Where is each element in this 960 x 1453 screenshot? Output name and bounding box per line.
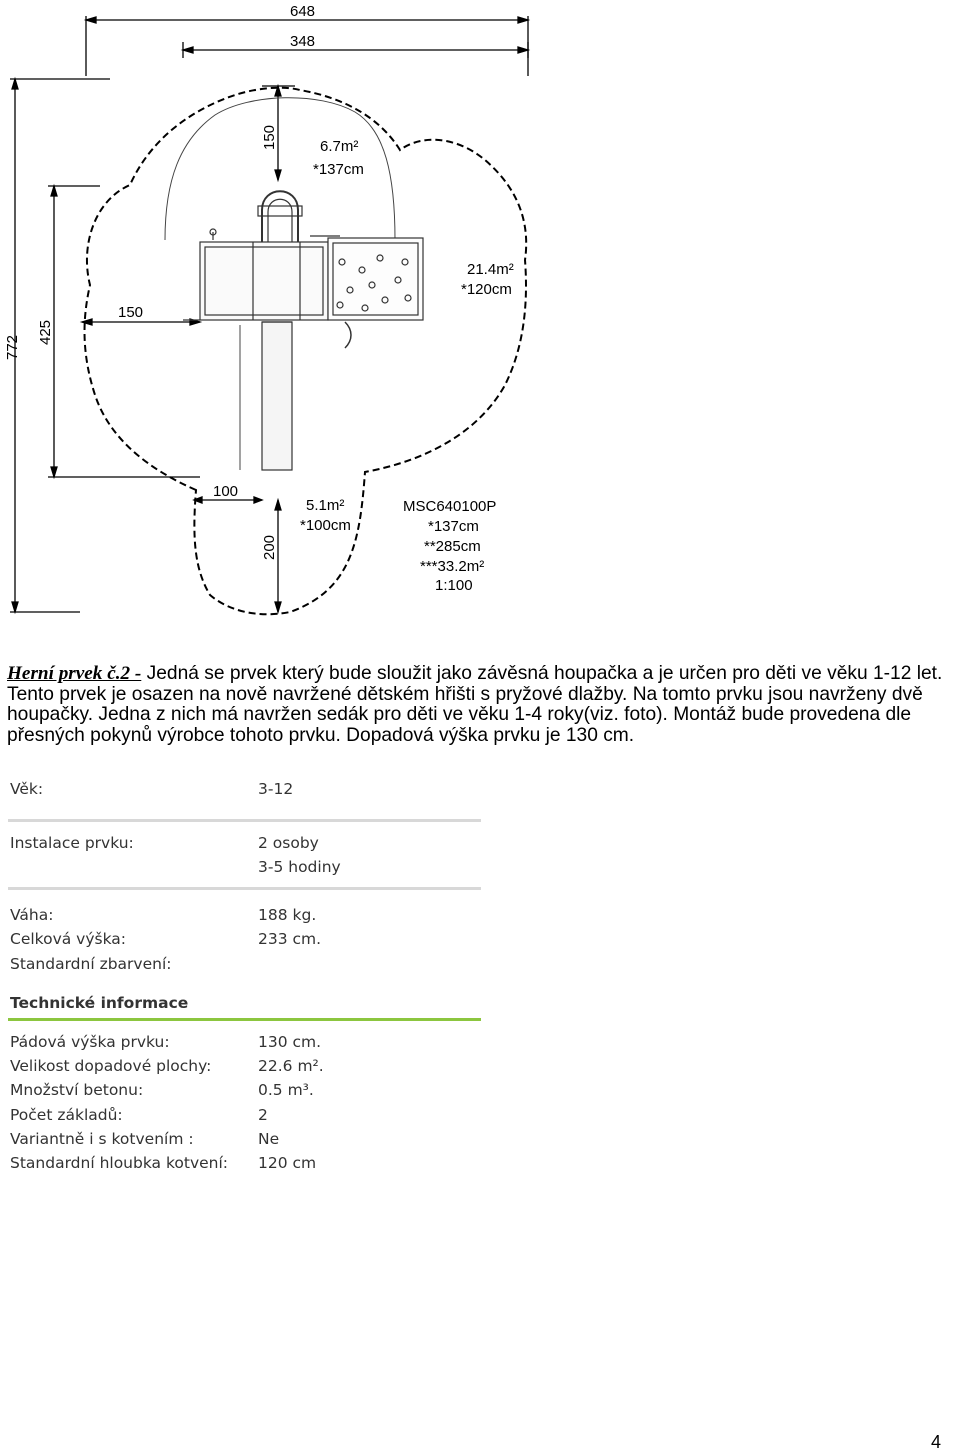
spec-label: Standardní zbarvení: <box>10 955 172 973</box>
spec-value: 188 kg. <box>258 906 317 924</box>
spec-label: Váha: <box>10 906 54 924</box>
dim-200-label: 200 <box>261 534 278 560</box>
dim-772-label: 772 <box>4 334 21 360</box>
spec-label: Variantně i s kotvením : <box>10 1130 194 1148</box>
dim-150-top-label: 150 <box>261 124 278 150</box>
dim-150-side-label: 150 <box>118 304 144 321</box>
area-right-line1: 21.4m² <box>467 261 514 278</box>
product-code: MSC640100P <box>403 498 497 515</box>
spec-value: 3-5 hodiny <box>258 858 341 876</box>
area-bottom-line1: 5.1m² <box>306 497 345 514</box>
area-bottom-line2: *100cm <box>300 517 351 534</box>
item-heading: Herní prvek č.2 - <box>7 663 142 684</box>
spec-value: 130 cm. <box>258 1033 322 1051</box>
spec-label: Celková výška: <box>10 930 127 948</box>
structure <box>183 191 423 470</box>
safety-zone-outline <box>85 88 527 615</box>
spec-value: Ne <box>258 1130 280 1148</box>
page-number: 4 <box>931 1432 942 1452</box>
spec-value: 120 cm <box>258 1154 317 1172</box>
spec-label: Instalace prvku: <box>10 834 134 852</box>
dim-100-label: 100 <box>213 483 239 500</box>
area-top-line1: 6.7m² <box>320 138 359 155</box>
product-fall-height: **285cm <box>424 538 481 555</box>
dim-348-label: 348 <box>290 33 316 50</box>
dim-648-label: 648 <box>290 3 316 20</box>
spec-label: Počet základů: <box>10 1106 123 1124</box>
dim-425 <box>48 186 200 477</box>
spec-label: Pádová výška prvku: <box>10 1033 170 1051</box>
separator <box>8 887 481 890</box>
separator-green <box>8 1018 481 1021</box>
description-paragraph <box>7 664 957 746</box>
playground-site-plan <box>0 0 960 640</box>
spec-value: 233 cm. <box>258 930 322 948</box>
dim-425-label: 425 <box>37 319 54 345</box>
dim-348 <box>183 42 528 58</box>
dim-772 <box>10 79 110 612</box>
spec-label: Velikost dopadové plochy: <box>10 1057 212 1075</box>
spec-value: 2 osoby <box>258 834 319 852</box>
spec-value: 22.6 m². <box>258 1057 324 1075</box>
product-scale: 1:100 <box>435 577 473 594</box>
description-text: Jedná se prvek který bude sloužit jako závěsná houpačka a je určen pro děti ve věku 1-12 let. Tento prvek je osazen na nově navržené dětském hřišti s pryžové dlažby. Na tomto prvku jsou navrženy dvě houpačky. Jedna z nich má navržen sedák pro děti ve věku 1-4 roky(viz. foto). Montáž bude provedena dle přesných pokynů výrobce tohoto prvku. Dopadová výška prvku je 130 cm. <box>7 663 943 746</box>
spec-value: 2 <box>258 1106 268 1124</box>
area-right-line2: *120cm <box>461 281 512 298</box>
tech-info-heading: Technické informace <box>10 994 189 1012</box>
area-top-line2: *137cm <box>313 161 364 178</box>
product-area: ***33.2m² <box>420 558 485 575</box>
spec-label: Standardní hloubka kotvení: <box>10 1154 229 1172</box>
product-height: *137cm <box>428 518 479 535</box>
spec-label: Množství betonu: <box>10 1081 144 1099</box>
spec-label: Věk: <box>10 780 44 798</box>
spec-value: 3-12 <box>258 780 294 798</box>
separator <box>8 819 481 822</box>
spec-value: 0.5 m³. <box>258 1081 314 1099</box>
